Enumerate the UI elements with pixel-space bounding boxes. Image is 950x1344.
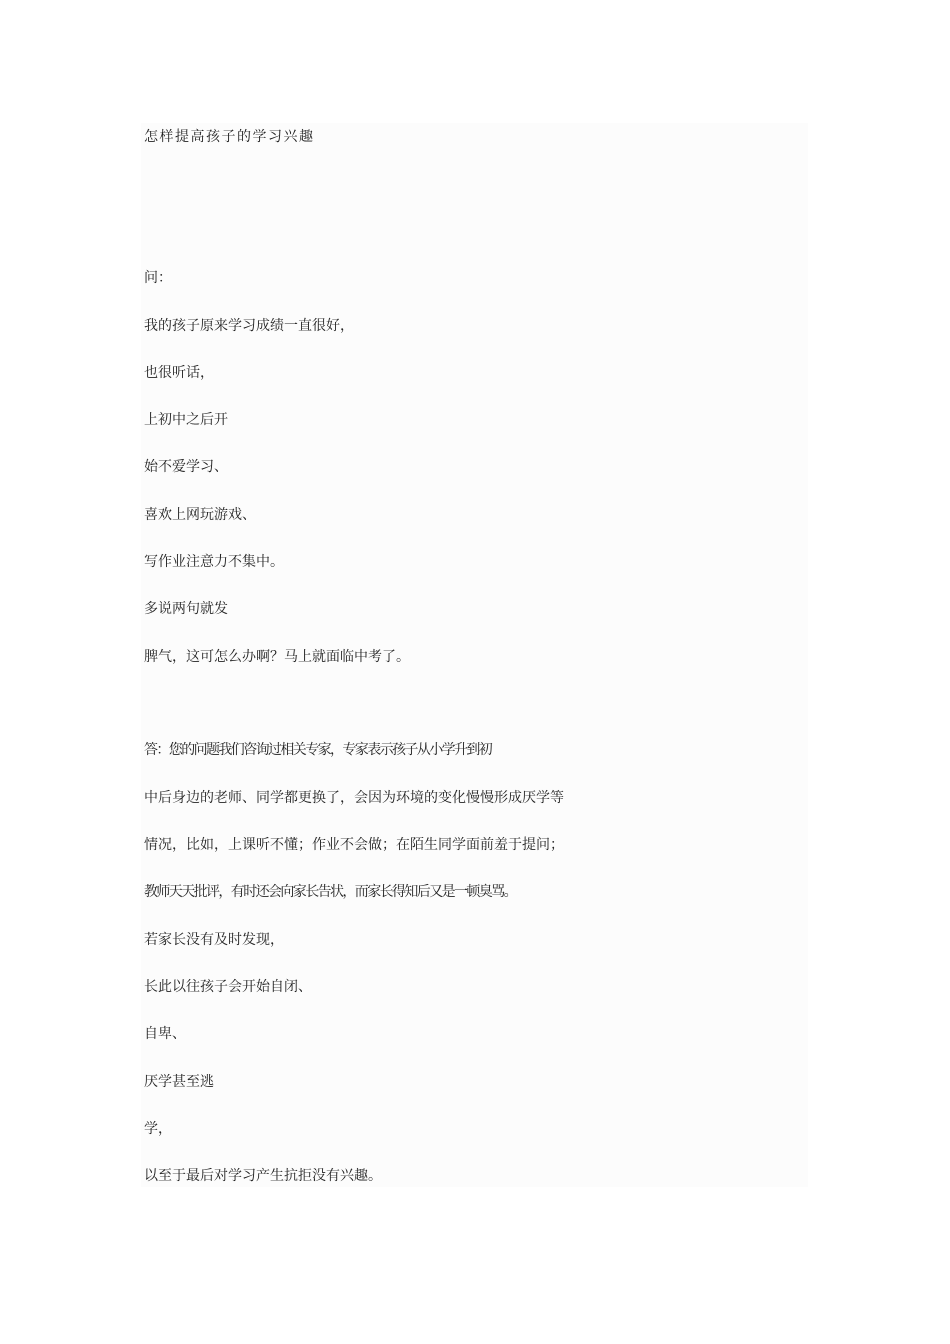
answer-line: 情况，比如，上课听不懂；作业不会做；在陌生同学面前羞于提问；	[144, 837, 564, 853]
question-line: 写作业注意力不集中。	[144, 554, 284, 570]
answer-line: 长此以往孩子会开始自闭、	[144, 979, 312, 995]
answer-line: 若家长没有及时发现，	[144, 932, 284, 948]
question-line: 也很听话，	[144, 365, 214, 381]
question-label: 问：	[144, 270, 172, 286]
question-line: 上初中之后开	[144, 412, 228, 428]
answer-line: 学，	[144, 1121, 172, 1137]
answer-line: 答：您的问题我们咨询过相关专家，专家表示孩子从小学升到初	[144, 742, 492, 758]
answer-line: 中后身边的老师、同学都更换了，会因为环境的变化慢慢形成厌学等	[144, 790, 564, 806]
question-line: 脾气，这可怎么办啊？马上就面临中考了。	[144, 649, 410, 665]
question-line: 始不爱学习、	[144, 459, 228, 475]
answer-line: 自卑、	[144, 1026, 186, 1042]
answer-line: 教师天天批评，有时还会向家长告状，而家长得知后又是一顿臭骂。	[144, 884, 516, 900]
question-line: 喜欢上网玩游戏、	[144, 507, 256, 523]
answer-line: 以至于最后对学习产生抗拒没有兴趣。	[144, 1168, 382, 1184]
question-line: 我的孩子原来学习成绩一直很好，	[144, 318, 354, 334]
document-title: 怎样提高孩子的学习兴趣	[144, 129, 315, 145]
answer-line: 厌学甚至逃	[144, 1074, 214, 1090]
question-line: 多说两句就发	[144, 601, 228, 617]
